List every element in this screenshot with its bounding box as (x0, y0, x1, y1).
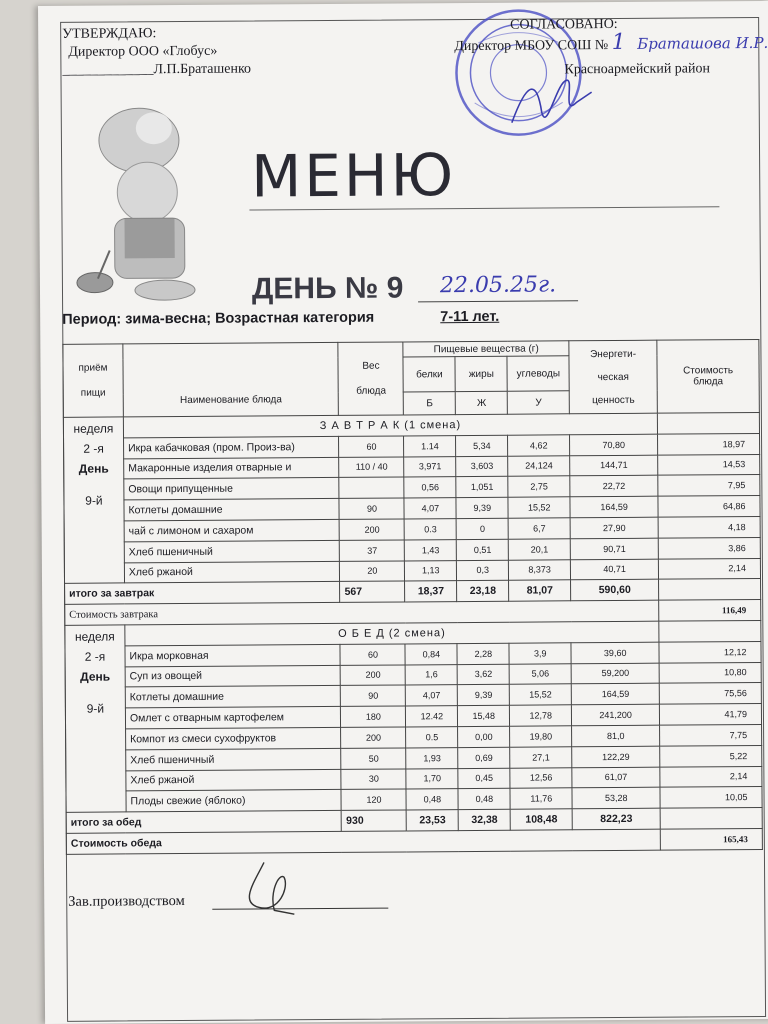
dish-carbs: 5,06 (509, 663, 571, 684)
approval-signer: _____________Л.П.Браташенко (62, 61, 252, 78)
dish-fat: 0,3 (457, 560, 509, 581)
dish-carbs: 3,9 (509, 643, 571, 664)
dish-weight: 20 (340, 561, 405, 582)
agreement-signer-name: Браташова И.Р. (637, 33, 768, 53)
week-label-day_no: 9-й (86, 701, 105, 716)
breakfast-section-cost-blank (657, 412, 759, 434)
dish-cost: 10,05 (660, 787, 762, 809)
dish-protein: 1.14 (404, 435, 456, 456)
approval-block (62, 25, 251, 80)
dish-weight: 50 (341, 748, 406, 769)
breakfast-total-fat: 23,18 (457, 581, 509, 602)
dish-fat: 3,603 (456, 456, 508, 477)
agreement-district: Красноармейский район (564, 61, 711, 78)
dish-carbs: 11,76 (510, 788, 572, 809)
breakfast-section-title: З А В Т Р А К (1 смена) (123, 413, 657, 438)
manager-signature-icon (234, 852, 314, 923)
dish-cost: 75,56 (659, 683, 761, 705)
dish-cost: 14,53 (658, 454, 760, 476)
dish-name: Макаронные изделия отварные и (124, 457, 340, 479)
dish-energy: 241,200 (572, 704, 660, 725)
dish-name: Хлеб ржаной (124, 561, 340, 583)
dish-carbs: 27,1 (510, 747, 572, 768)
dish-energy: 61,07 (572, 767, 660, 788)
breakfast-total-protein: 18,37 (405, 581, 457, 602)
agreement-title: СОГЛАСОВАНО: (510, 16, 618, 33)
dish-weight: 90 (339, 498, 404, 519)
nutrients-header: Пищевые вещества (г) (403, 341, 569, 357)
dish-protein: 0.3 (404, 519, 456, 540)
dish-fat: 0,69 (458, 747, 510, 768)
period-line (62, 309, 499, 328)
dish-protein: 1,93 (406, 747, 458, 768)
approval-position: Директор ООО «Глобус» (68, 43, 218, 60)
lunch-total-label: итого за обед (66, 811, 342, 834)
director-signature-icon (506, 72, 596, 133)
dish-weight: 200 (341, 665, 406, 686)
dish-energy: 22,72 (570, 476, 658, 497)
menu-table (62, 339, 763, 855)
dish-carbs: 6,7 (508, 518, 570, 539)
breakfast-week-label (63, 417, 124, 584)
dish-weight: 200 (340, 519, 405, 540)
dish-fat: 2,28 (457, 643, 509, 664)
dish-name: Котлеты домашние (124, 499, 340, 521)
dish-name: Хлеб ржаной (126, 769, 342, 791)
dish-cost: 41,79 (659, 704, 761, 726)
protein-symbol: Б (404, 392, 456, 415)
dish-protein: 12.42 (406, 706, 458, 727)
dish-weight: 90 (341, 685, 406, 706)
week-label-day: День (80, 669, 111, 684)
dish-name: Икра морковная (125, 644, 341, 666)
lunch-section-title: О Б Е Д (2 смена) (125, 621, 659, 646)
lunch-total-carbs: 108,48 (510, 809, 572, 830)
lunch-total-weight: 930 (342, 810, 407, 831)
dish-carbs: 4,62 (508, 435, 570, 456)
carbs-header: углеводы (507, 356, 569, 391)
weight-header: Вес блюда (338, 342, 403, 415)
breakfast-total-carbs: 81,07 (509, 580, 571, 601)
dish-energy: 59,200 (571, 663, 659, 684)
dish-weight: 180 (341, 706, 406, 727)
dish-weight: 30 (341, 768, 406, 789)
breakfast-total-energy: 590,60 (571, 580, 659, 601)
dish-energy: 144,71 (570, 455, 658, 476)
dish-cost: 12,12 (659, 641, 761, 663)
dish-energy: 70,80 (570, 434, 658, 455)
approval-title: УТВЕРЖДАЮ: (62, 26, 157, 42)
dish-energy: 40,71 (571, 559, 659, 580)
lunch-week-label (65, 625, 126, 813)
dish-fat: 0,45 (458, 768, 510, 789)
dish-cost: 2,14 (658, 558, 760, 580)
dish-protein: 4,07 (404, 498, 456, 519)
cost-header: Стоимость блюда (657, 339, 759, 413)
fat-header: жиры (455, 356, 507, 391)
dish-weight: 120 (341, 789, 406, 810)
dish-name: чай с лимоном и сахаром (124, 519, 340, 541)
day-date: 22.05.25г. (439, 272, 557, 299)
dish-name: Овощи припущенные (124, 478, 340, 500)
dish-name: Котлеты домашние (125, 686, 341, 708)
dish-fat: 0 (456, 518, 508, 539)
lunch-total-cost-blank (660, 808, 762, 830)
dish-fat: 9,39 (458, 685, 510, 706)
dish-name: Суп из овощей (125, 665, 341, 687)
dish-fat: 9,39 (456, 497, 508, 518)
dish-name: Икра кабачковая (пром. Произ-ва) (123, 436, 339, 458)
dish-name: Омлет с отварным картофелем (125, 707, 341, 729)
dish-carbs: 12,78 (510, 705, 572, 726)
dish-cost: 4,18 (658, 516, 760, 538)
menu-sheet (38, 1, 768, 1024)
breakfast-cost-total: 116,49 (659, 600, 761, 622)
lunch-total-energy: 822,23 (572, 808, 660, 829)
dish-name: Плоды свежие (яблоко) (126, 790, 342, 812)
age-range: 7-11 лет. (440, 308, 500, 326)
dish-energy: 39,60 (571, 642, 659, 663)
breakfast-total-cost-blank (659, 579, 761, 601)
dish-protein: 0.5 (406, 727, 458, 748)
dish-fat: 0,48 (458, 789, 510, 810)
dish-energy: 90,71 (570, 538, 658, 559)
week-label-num: 2 -я (83, 441, 104, 456)
dish-cost: 5,22 (660, 745, 762, 767)
lunch-cost-row (66, 828, 762, 854)
dish-weight: 60 (340, 644, 405, 665)
dish-weight: 110 / 40 (339, 457, 404, 478)
dish-carbs: 2,75 (508, 476, 570, 497)
breakfast-total-label: итого за завтрак (65, 582, 341, 605)
dish-cost: 2,14 (660, 766, 762, 788)
dish-cost: 64,86 (658, 496, 760, 518)
dish-protein: 4,07 (406, 685, 458, 706)
dish-carbs: 24,124 (508, 455, 570, 476)
dish-fat: 15,48 (458, 705, 510, 726)
school-number: 1 (611, 29, 626, 55)
dish-name: Компот из смеси сухофруктов (126, 727, 342, 749)
breakfast-cost-label: Стоимость завтрака (65, 600, 659, 625)
dish-energy: 53,28 (572, 788, 660, 809)
dish-fat: 0,00 (458, 726, 510, 747)
agreement-position: Директор МБОУ СОШ № (454, 38, 609, 55)
dish-cost: 18,97 (658, 433, 760, 455)
dish-energy: 81,0 (572, 725, 660, 746)
lunch-total-fat: 32,38 (458, 809, 510, 830)
lunch-cost-label: Стоимость обеда (66, 829, 660, 854)
week-label-week: неделя (73, 421, 114, 436)
dish-cost: 7,75 (660, 724, 762, 746)
dish-name: Хлеб пшеничный (124, 540, 340, 562)
dish-protein: 1,13 (405, 560, 457, 581)
dish-energy: 164,59 (571, 684, 659, 705)
dish-carbs: 15,52 (509, 684, 571, 705)
dish-protein: 1,43 (405, 539, 457, 560)
agreement-block (454, 15, 768, 80)
dish-carbs: 12,56 (510, 767, 572, 788)
week-label-day_no: 9-й (85, 493, 103, 508)
dish-carbs: 8,373 (509, 559, 571, 580)
chef-boy-illustration-icon (69, 100, 240, 306)
lunch-total-protein: 23,53 (406, 810, 458, 831)
dish-energy: 164,59 (570, 496, 658, 517)
dish-fat: 3,62 (457, 664, 509, 685)
dish-fat: 0,51 (457, 539, 509, 560)
page-title: МЕНЮ (250, 141, 457, 211)
dish-cost: 3,86 (658, 537, 760, 559)
period-text: Период: зима-весна; Возрастная категория (62, 309, 375, 328)
dish-cost: 10,80 (659, 662, 761, 684)
dish-protein: 3,971 (404, 456, 456, 477)
dish-protein: 0,84 (405, 643, 457, 664)
dish-weight: 200 (341, 727, 406, 748)
breakfast-total-weight: 567 (340, 581, 405, 602)
dish-protein: 0,56 (404, 477, 456, 498)
dish-weight: 60 (339, 436, 404, 457)
dish-protein: 1,6 (405, 664, 457, 685)
lunch-section-cost-blank (659, 620, 761, 642)
production-manager-label: Зав.производством (68, 892, 185, 910)
dish-fat: 5,34 (456, 435, 508, 456)
dish-protein: 1,70 (406, 768, 458, 789)
lunch-cost-total: 165,43 (660, 828, 762, 850)
carbs-symbol: У (507, 391, 569, 414)
meal-header: приём пищи (63, 344, 123, 417)
dish-energy: 27,90 (570, 517, 658, 538)
dish-energy: 122,29 (572, 746, 660, 767)
protein-header: белки (403, 357, 455, 392)
fat-symbol: Ж (456, 391, 508, 414)
dish-protein: 0,48 (406, 789, 458, 810)
dish-header: Наименование блюда (123, 342, 339, 417)
dish-cost: 7,95 (658, 475, 760, 497)
dish-weight (339, 477, 404, 498)
dish-carbs: 20,1 (508, 539, 570, 560)
dish-name: Хлеб пшеничный (126, 748, 342, 770)
dish-fat: 1,051 (456, 477, 508, 498)
day-label: ДЕНЬ № 9 (251, 271, 404, 306)
dish-carbs: 15,52 (508, 497, 570, 518)
dish-weight: 37 (340, 540, 405, 561)
energy-header: Энергети- ческая ценность (569, 340, 657, 414)
week-label-week: неделя (74, 629, 115, 644)
week-label-num: 2 -я (84, 649, 106, 664)
dish-carbs: 19,80 (510, 726, 572, 747)
week-label-day: День (78, 461, 109, 476)
